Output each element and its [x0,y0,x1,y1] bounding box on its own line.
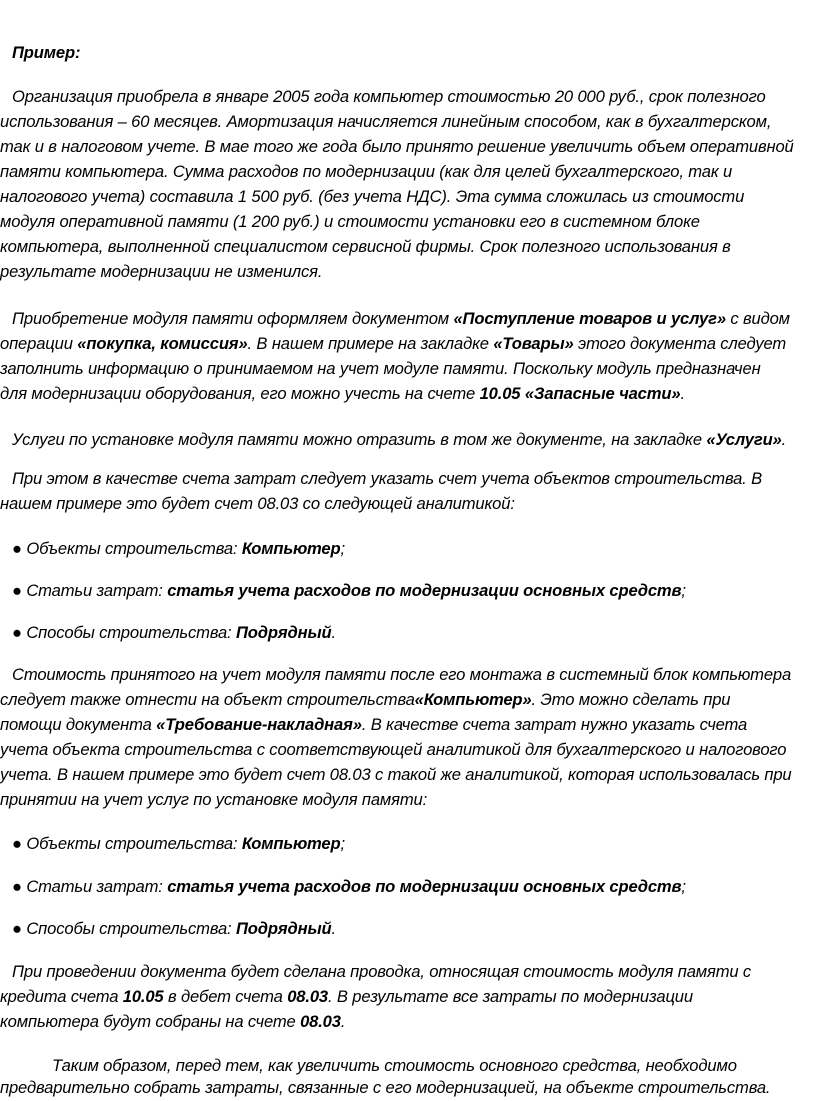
text-line: для модернизации оборудования, его можно учесть на счете 10.05 «Запасные части». [0,384,685,403]
list-item: ● Способы строительства: Подрядный. [12,919,336,938]
text-line: компьютера будут собраны на счете 08.03. [0,1012,346,1031]
text-line: учета. В нашем примере это будет счет 08.03 с такой же аналитикой, которая использовалась при [0,765,792,784]
text-line: памяти компьютера. Сумма расходов по модернизации (как для целей бухгалтерского, так и [0,162,733,181]
text-line: модуля оперативной памяти (1 200 руб.) и стоимости установки его в системном блоке [0,212,700,231]
object-name: «Компьютер» [414,690,532,709]
list-item: ● Способы строительства: Подрядный. [12,623,336,642]
document-name: «Требование-накладная» [156,715,362,734]
document-name: «Поступление товаров и услуг» [453,309,726,328]
text-line: Приобретение модуля памяти оформляем документом «Поступление товаров и услуг» с видом [12,309,790,328]
text-line: Таким образом, перед тем, как увеличить стоимость основного средства, необходимо [52,1056,737,1075]
text-line: Стоимость принятого на учет модуля памяти после его монтажа в системный блок компьютера [12,665,792,684]
text-line: предварительно собрать затраты, связанные с его модернизацией, на объекте строительства. [0,1078,771,1097]
operation-type: «покупка, комиссия» [77,334,248,353]
text-line: При этом в качестве счета затрат следует указать счет учета объектов строительства. В [12,469,763,488]
text-line: использования – 60 месяцев. Амортизация начисляется линейным способом, как в бухгалтерском, [0,112,772,131]
text-line: результате модернизации не изменился. [0,262,323,281]
text-line: принятии на учет услуг по установке модуля памяти: [0,790,428,809]
text-line: компьютера, выполненной специалистом сервисной фирмы. Срок полезного использования в [0,237,731,256]
paragraph-services: Услуги по установке модуля памяти можно отразить в том же документе, на закладке «Услуги». [12,430,787,449]
text-line: нашем примере это будет счет 08.03 со следующей аналитикой: [0,494,515,513]
text-line: операции «покупка, комиссия». В нашем примере на закладке «Товары» этого документа следует [0,334,787,353]
text-line: При проведении документа будет сделана проводка, относящая стоимость модуля памяти с [12,962,752,981]
text-line: следует также отнести на объект строительства«Компьютер». Это можно сделать при [0,690,731,709]
text-line: помощи документа «Требование-накладная». В качестве счета затрат нужно указать счета [0,715,748,734]
list-item: ● Статьи затрат: статья учета расходов по модернизации основных средств; [12,877,686,896]
text-line: налогового учета) составила 1 500 руб. (без учета НДС). Эта сумма сложилась из стоимости [0,187,745,206]
list-item: ● Объекты строительства: Компьютер; [12,834,345,853]
list-item: ● Статьи затрат: статья учета расходов по модернизации основных средств; [12,581,686,600]
text-line: учета объекта строительства с соответствующей аналитикой для бухгалтерского и налогового [0,740,787,759]
account-name: 10.05 «Запасные части» [479,384,681,403]
text-line: кредита счета 10.05 в дебет счета 08.03. В результате все затраты по модернизации [0,987,693,1006]
text-line: так и в налоговом учете. В мае того же года было принято решение увеличить объем оперативной [0,137,794,156]
text-line: Организация приобрела в январе 2005 года компьютер стоимостью 20 000 руб., срок полезного [12,87,766,106]
tab-name: «Услуги» [706,430,782,449]
document-title: Пример: [12,43,81,62]
list-item: ● Объекты строительства: Компьютер; [12,539,345,558]
text-line: заполнить информацию о принимаемом на учет модуле памяти. Поскольку модуль предназначен [0,359,761,378]
tab-name: «Товары» [493,334,574,353]
